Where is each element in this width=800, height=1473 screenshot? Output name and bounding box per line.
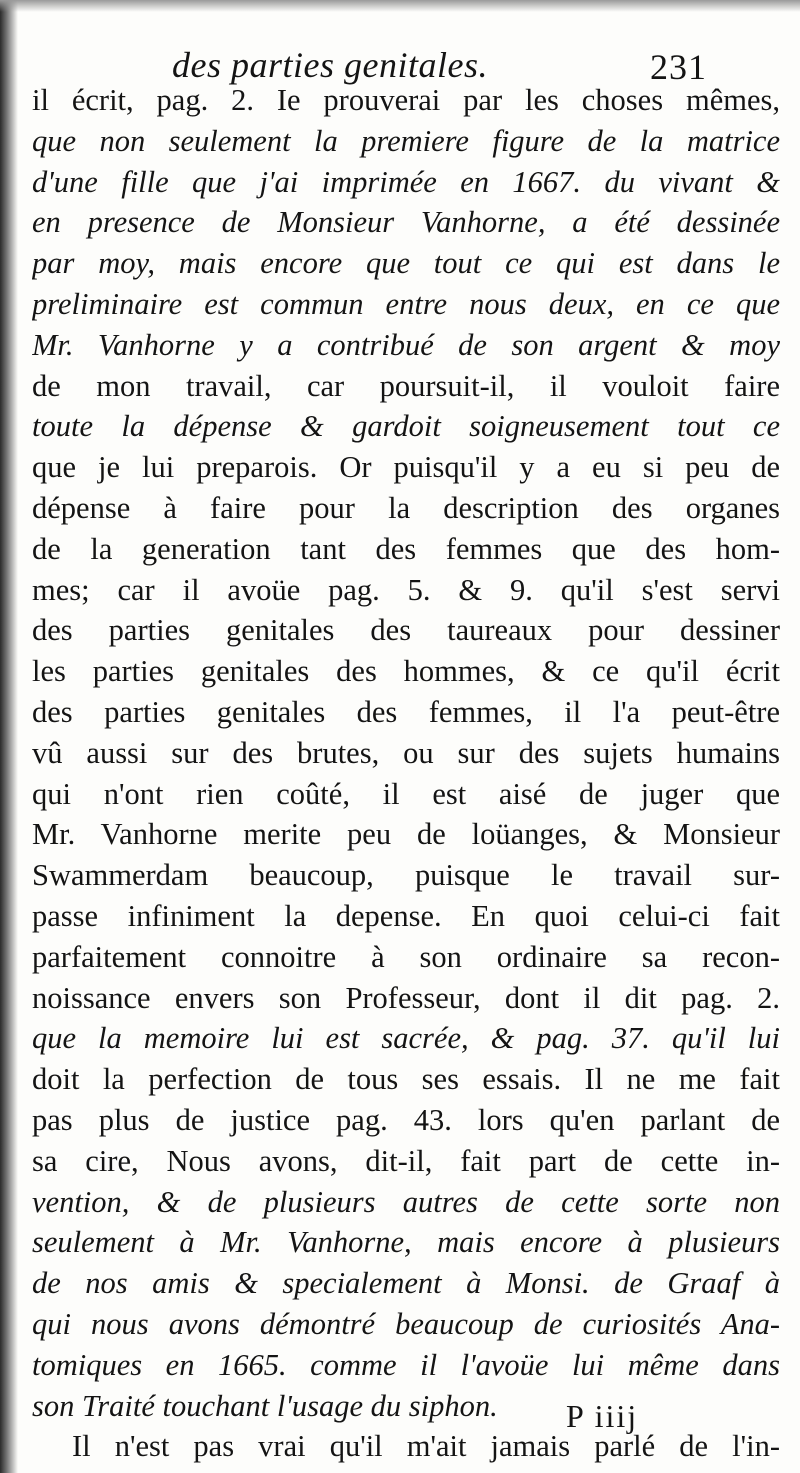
running-title: des parties genitales. xyxy=(172,45,488,85)
text-line: des parties genitales des femmes, il l'a peut-être xyxy=(32,694,780,729)
text-line: Mr. Vanhorne merite peu de loüanges, & Monsieur xyxy=(32,817,780,852)
text-line: que non seulement la premiere figure de la matrice xyxy=(32,123,780,158)
text-line: son Traité touchant l'usage du siphon. xyxy=(32,1388,498,1423)
text-line: de nos amis & specialement à Monsi. de Graaf à xyxy=(32,1266,780,1301)
text-line: pas plus de justice pag. 43. lors qu'en parlant de xyxy=(32,1102,780,1137)
text-line: qui n'ont rien coûté, il est aisé de juger que xyxy=(32,776,780,811)
text-line: sa cire, Nous avons, dit-il, fait part de cette in- xyxy=(32,1143,780,1178)
text-line: noissance envers son Professeur, dont il dit pag. 2. xyxy=(32,980,780,1015)
text-line: en presence de Monsieur Vanhorne, a été dessinée xyxy=(32,205,780,240)
text-line: des parties genitales des taureaux pour dessiner xyxy=(32,613,780,648)
text-line: doit la perfection de tous ses essais. Il ne me fait xyxy=(32,1062,780,1097)
text-line: seulement à Mr. Vanhorne, mais encore à plusieurs xyxy=(32,1225,780,1260)
text-line: tomiques en 1665. comme il l'avoüe lui même dans xyxy=(32,1347,780,1382)
text-line: que je lui preparois. Or puisqu'il y a eu si peu de xyxy=(32,450,780,485)
text-line: vention, & de plusieurs autres de cette sorte non xyxy=(32,1184,780,1219)
text-line: de la generation tant des femmes que des hom- xyxy=(32,531,780,566)
body-text xyxy=(32,80,780,1467)
text-line: vû aussi sur des brutes, ou sur des sujets humains xyxy=(32,735,780,770)
text-line: toute la dépense & gardoit soigneusement tout ce xyxy=(32,409,780,444)
page-top-shadow xyxy=(0,0,800,12)
text-line: que la memoire lui est sacrée, & pag. 37. qu'il lui xyxy=(32,1021,780,1056)
text-line: Mr. Vanhorne y a contribué de son argent & moy xyxy=(32,327,780,362)
text-line: passe infiniment la depense. En quoi celui-ci fait xyxy=(32,898,780,933)
text-line: d'une fille que j'ai imprimée en 1667. du vivant & xyxy=(32,164,780,199)
binding-gutter-shadow xyxy=(0,0,18,1473)
text-line: les parties genitales des hommes, & ce qu'il écrit xyxy=(32,654,780,689)
text-line: Swammerdam beaucoup, puisque le travail sur- xyxy=(32,858,780,893)
text-line: il écrit, pag. 2. Ie prouverai par les choses mêmes, xyxy=(32,83,780,117)
text-line: mes; car il avoüe pag. 5. & 9. qu'il s'est servi xyxy=(32,572,780,607)
page-footer xyxy=(0,1398,800,1438)
text-line: parfaitement connoitre à son ordinaire sa recon- xyxy=(32,939,780,974)
text-line: de mon travail, car poursuit-il, il vouloit faire xyxy=(32,368,780,403)
text-line: qui nous avons démontré beaucoup de curiosités Ana- xyxy=(32,1306,780,1341)
text-line: par moy, mais encore que tout ce qui est dans le xyxy=(32,246,780,281)
signature-mark: P iiij xyxy=(566,1398,639,1434)
text-line: dépense à faire pour la description des organes xyxy=(32,490,780,525)
text-line: Il n'est pas vrai qu'il m'ait jamais parlé de l'in- xyxy=(72,1429,780,1464)
text-line: preliminaire est commun entre nous deux, en ce que xyxy=(32,286,780,321)
page-number: 231 xyxy=(650,47,707,87)
